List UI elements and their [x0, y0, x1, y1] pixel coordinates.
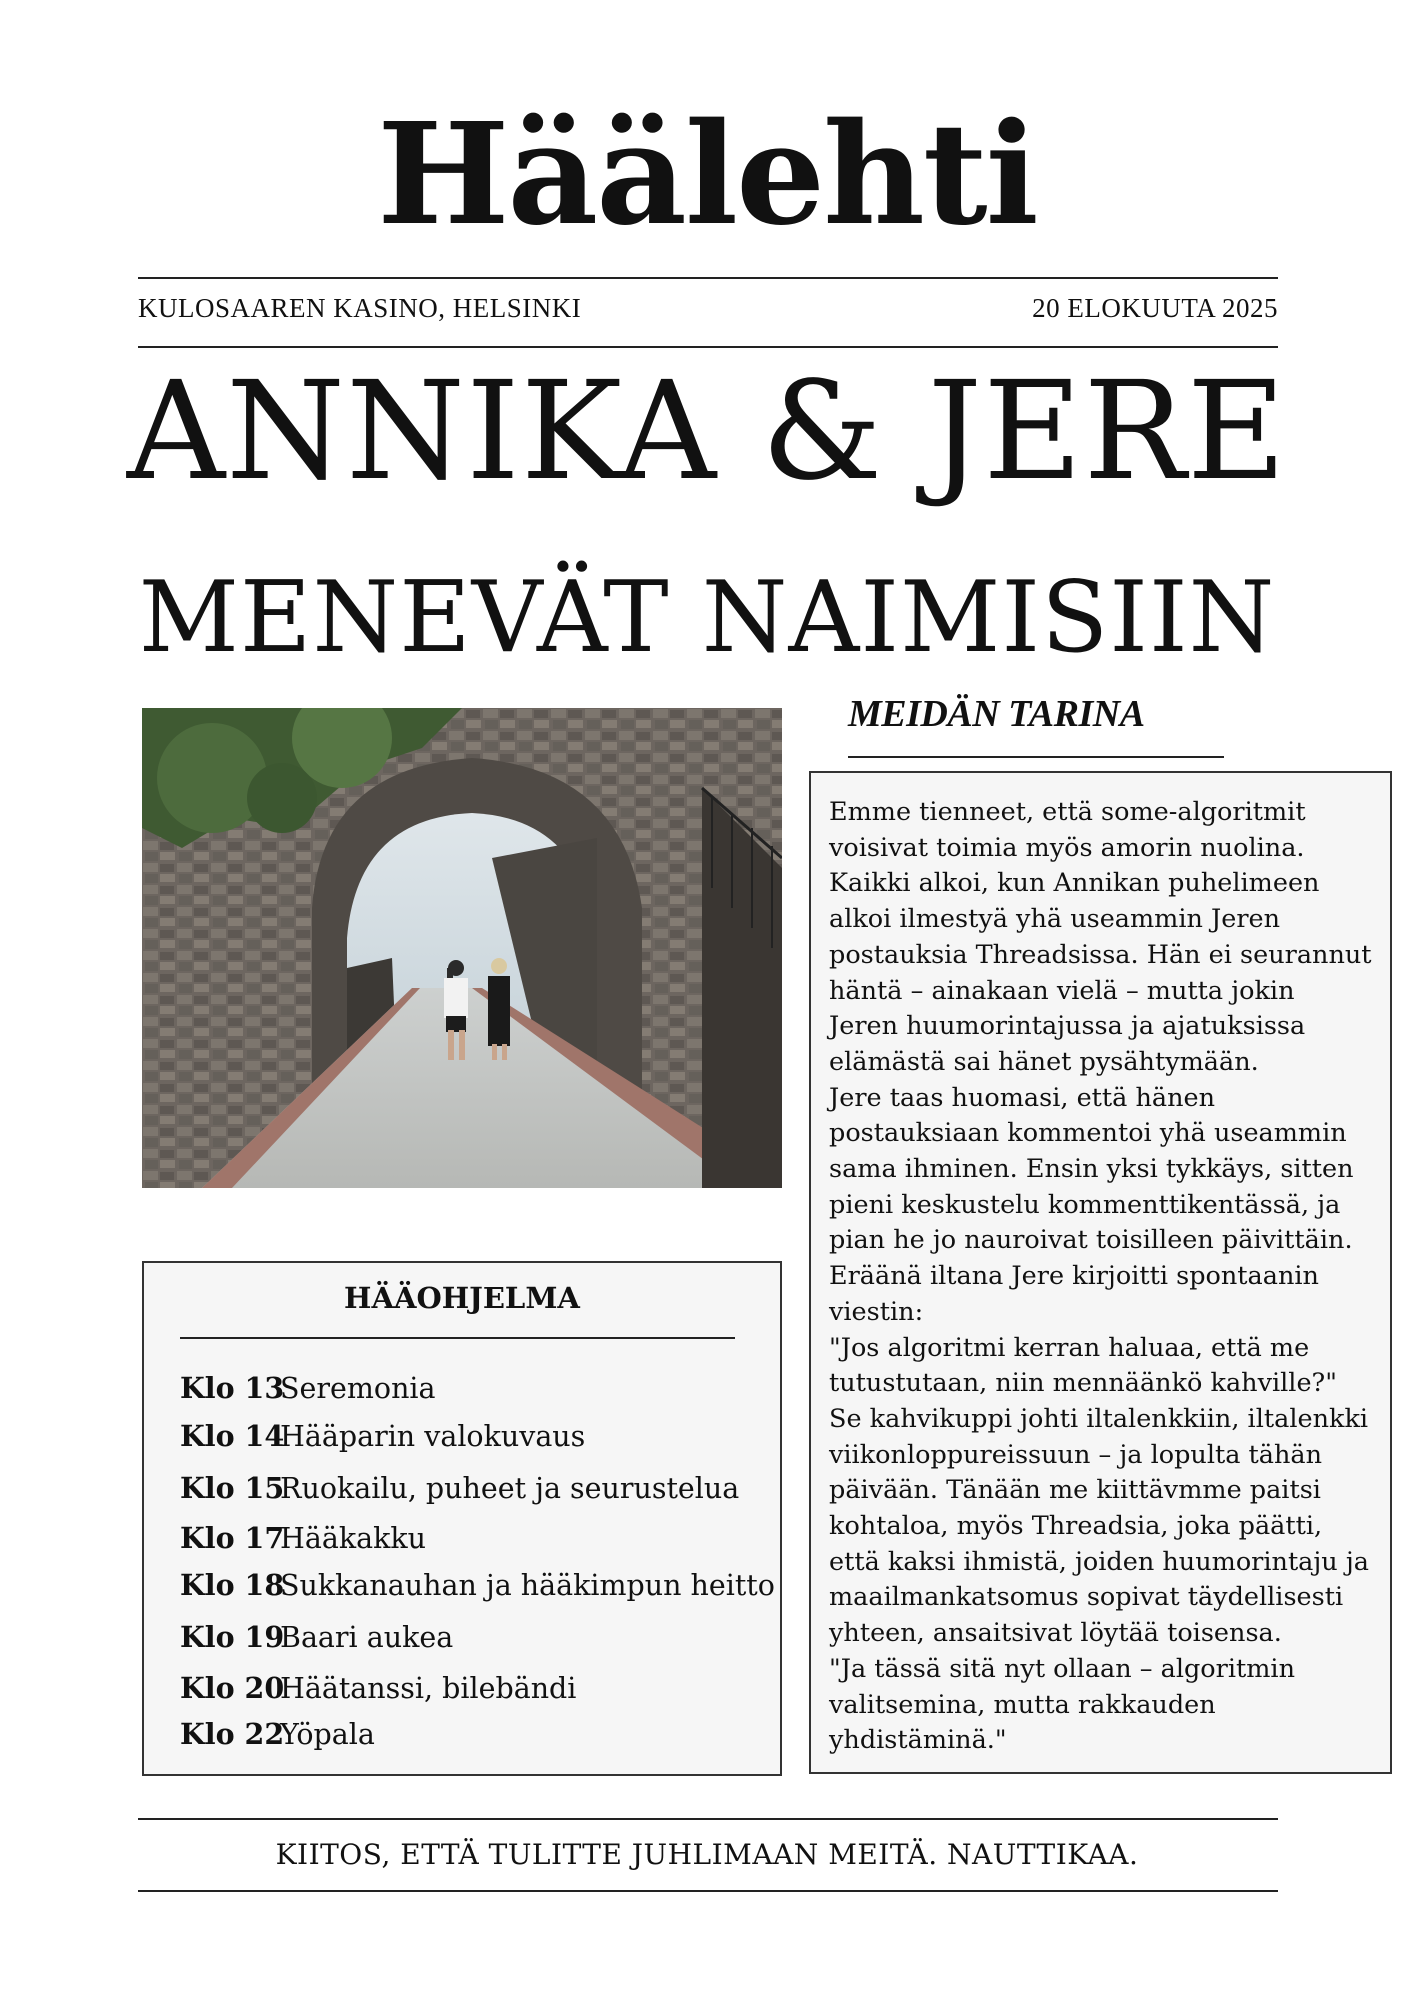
program-box: [142, 1261, 782, 1776]
program-item: [180, 1717, 375, 1751]
story-line: voisivat toimia myös amorin nuolina.: [829, 832, 1305, 863]
story-line: pian he jo nauroivat toisilleen päivittäin.: [829, 1225, 1353, 1256]
dateline: [138, 293, 1278, 324]
story-line: yhdistäminä.": [829, 1725, 1007, 1756]
divider-footer-top: [138, 1818, 1278, 1820]
program-item: [180, 1471, 739, 1505]
story-line: elämästä sai hänet pysähtymään.: [829, 1046, 1259, 1077]
program-time: Klo 20: [180, 1671, 285, 1705]
photo-icon: [142, 708, 782, 1188]
program-time: Klo 19: [180, 1620, 285, 1654]
story-heading: MEIDÄN TARINA: [848, 693, 1145, 735]
program-time: Klo 14: [180, 1419, 285, 1453]
program-item: [180, 1620, 453, 1654]
story-line: Kaikki alkoi, kun Annikan puhelimeen: [829, 868, 1320, 899]
story-line: postauksia Threadsissa. Hän ei seurannut: [829, 939, 1372, 970]
story-line: yhteen, ansaitsivat löytää toisensa.: [829, 1618, 1282, 1649]
story-line: päivään. Tänään me kiittävmme paitsi: [829, 1475, 1321, 1506]
program-event: Seremonia: [280, 1372, 436, 1405]
program-item: [180, 1419, 585, 1453]
story-line: Eräänä iltana Jere kirjoitti spontaanin: [829, 1261, 1319, 1292]
headline-names: ANNIKA & JERE: [126, 353, 1288, 511]
program-event: Baari aukea: [280, 1621, 454, 1654]
story-line: että kaksi ihmistä, joiden huumorintaju ja: [829, 1546, 1369, 1577]
story-line: "Jos algoritmi kerran haluaa, että me: [829, 1332, 1310, 1363]
program-event: Yöpala: [280, 1718, 375, 1751]
program-time: Klo 13: [180, 1371, 285, 1405]
program-event: Hääparin valokuvaus: [280, 1420, 586, 1453]
story-line: Jere taas huomasi, että hänen: [829, 1082, 1216, 1113]
footer-thanks: KIITOS, ETTÄ TULITTE JUHLIMAAN MEITÄ. NAUTTIKAA.: [275, 1838, 1139, 1871]
program-event: Häätanssi, bilebändi: [280, 1672, 577, 1705]
program-item: [180, 1521, 426, 1555]
program-item: [180, 1371, 436, 1405]
program-item: [180, 1568, 775, 1602]
program-event: Hääkakku: [280, 1522, 426, 1555]
date-text: 20 ELOKUUTA 2025: [1032, 293, 1278, 323]
program-time: Klo 22: [180, 1717, 285, 1751]
story-line: viikonloppureissuun – ja lopulta tähän: [829, 1439, 1323, 1470]
divider-footer-bottom: [138, 1890, 1278, 1892]
story-line: tutustutaan, niin mennäänkö kahville?": [829, 1368, 1337, 1399]
story-line: häntä – ainakaan vielä – mutta jokin: [829, 975, 1295, 1006]
program-time: Klo 18: [180, 1568, 285, 1602]
program-title-underline: [180, 1337, 735, 1339]
couple-photo: [142, 708, 782, 1188]
headline-subtitle: MENEVÄT NAIMISIIN: [138, 561, 1276, 675]
story-line: kohtaloa, myös Threadsia, joka päätti,: [829, 1511, 1323, 1542]
location-text: KULOSAAREN KASINO, HELSINKI: [138, 293, 582, 323]
divider-top: [138, 277, 1278, 279]
story-line: postauksiaan kommentoi yhä useammin: [829, 1118, 1347, 1149]
story-line: Jeren huumorintajussa ja ajatuksissa: [829, 1011, 1306, 1042]
program-time: Klo 15: [180, 1471, 285, 1505]
program-time: Klo 17: [180, 1521, 285, 1555]
story-line: maailmankatsomus sopivat täydellisesti: [829, 1582, 1344, 1613]
story-line: alkoi ilmestyä yhä useammin Jeren: [829, 904, 1281, 935]
story-heading-underline: [848, 756, 1224, 758]
divider-dateline: [138, 346, 1278, 348]
story-box: [809, 771, 1392, 1774]
story-line: viestin:: [829, 1296, 924, 1327]
story-line: sama ihminen. Ensin yksi tykkäys, sitten: [829, 1154, 1354, 1185]
program-item: [180, 1671, 576, 1705]
story-line: pieni keskustelu kommenttikentässä, ja: [829, 1189, 1341, 1220]
program-title: HÄÄOHJELMA: [344, 1281, 580, 1315]
program-event: Sukkanauhan ja hääkimpun heitto: [280, 1569, 775, 1602]
story-line: "Ja tässä sitä nyt ollaan – algoritmin: [829, 1653, 1296, 1684]
story-line: Se kahvikuppi johti iltalenkkiin, iltalenkki: [829, 1403, 1369, 1434]
program-event: Ruokailu, puheet ja seurustelua: [280, 1472, 740, 1505]
masthead-title: Häälehti: [377, 93, 1037, 257]
story-line: valitsemina, mutta rakkauden: [829, 1689, 1216, 1720]
story-line: Emme tienneet, että some-algoritmit: [829, 797, 1306, 827]
